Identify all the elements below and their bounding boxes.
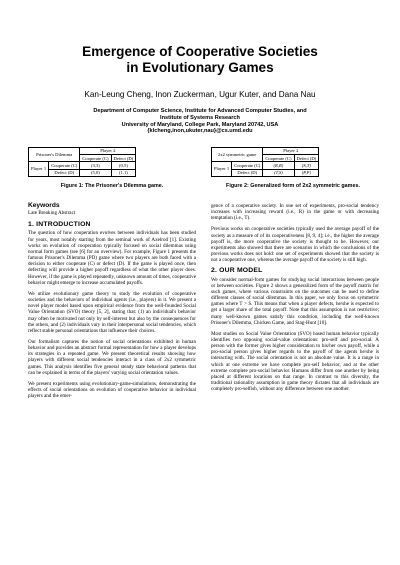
table1-game-name: Prisoner's Dilemma [29,148,80,162]
section-2-heading: 2. OUR MODEL [211,267,263,275]
intro-paragraph-4: We present experiments using evolutionary-game-simulations, demonstrating the effects of social orientations on evolution of cooperative behavior in individual players and the emer- [28,380,196,400]
table2-cell-dd: (P,P) [294,169,319,176]
prisoners-dilemma-table [28,147,136,177]
author-emails: {klcheng,inon,ukuter,nau}@cs.umd.edu [147,128,253,135]
table1-col-coop: Cooperate (C) [80,155,111,162]
table1-cell-cd: (0,5) [111,162,136,169]
table2-col-coop: Cooperate (C) [263,155,294,162]
symmetric-game-table [211,147,319,177]
affiliation-line-1: Department of Computer Science, Institute for Advanced Computer Studies, and [93,108,307,114]
table2-game-name: 2x2 symmetric game [212,148,263,162]
model-paragraph-2: Most studies on Social Value Orientation (SVO) based human behavior typically identifies two opposing social-value orientations: pro-self and pro-social. A person with the former gives higher consideration to his/her own payoff, while a pro-social person gives higher regards to the payoff of the agents he/she is interacting with. The social orientation is not an absolute value. It is a range in which at one extreme we have complete pro-self behavior, and at the other extreme complete pro-social behavior. Humans differ from one another by being placed at different locations on that range. In contrast to this diversity, the traditional rationality assumption in game theory dictates that all individuals are completely pro-selfish, without any difference between one another. [211,330,379,393]
table1-row-defect: Defect (D) [49,169,80,176]
table1-col-defect: Defect (D) [111,155,136,162]
table2-cell-dc: (T,S) [263,169,294,176]
table1-player1: Player 1 [29,162,49,176]
section-1-heading: 1. INTRODUCTION [28,221,91,229]
authors: Kan-Leung Cheng, Inon Zuckerman, Ugur Kuter, and Dana Nau [84,90,316,99]
intro-paragraph-2: We utilize evolutionary game theory to study the evolution of cooperative societies and the behaviors of individual agents (i.e., players) in it. We present a novel player model based upon empirical evidence from the well-founded Social Value Orientation (SVO) theory [5, 2], stating that: (1) an individual's behavior may often be motivated not only by self-interest but also by the consequences for the others, and (2) individuals vary in their interpersonal social tendencies, which reflect stable personal orientations that influence their choices. [28,290,196,334]
title-line-2: in Evolutionary Games [126,60,274,75]
affiliation-line-2: Institute of Systems Research [160,114,240,121]
figure-2-caption: Figure 2: Generalized form of 2x2 symmetric games. [226,183,360,189]
table2-col-defect: Defect (D) [294,155,319,162]
intro-paragraph-3: Our formalism captures the notion of social orientations exhibited in human behavior and provides an abstract formal representation for how a player develops its strategies in a repeated game. We present theoretical results showing how players with different social tendencies interact in a class of 2x2 symmetric games. This analysis identifies five general steady state behavioral patterns that can be explained in terms of the players' varying social orientation values. [28,338,196,376]
figure-1-caption: Figure 1: The Prisoner's Dilemma game. [60,183,164,189]
table2-row-coop: Cooperate (C) [232,162,263,169]
keywords-text: Late Breaking Abstract [28,210,76,217]
table1-row-coop: Cooperate (C) [49,162,80,169]
affiliation-line-3: University of Maryland, College Park, Maryland 20742, USA [121,121,279,128]
table2-cell-cd: (S,T) [294,162,319,169]
model-paragraph-1: We consider normal-form games for studying social interactions between people or between societies. Figure 2 shows a generalized form of the payoff matrix for such games, where various constraints on the outcomes can be used to define different classes of social dilemmas. In this paper, we only focus on symmetric games where T > S. This means that when a player defects, he/she is expected to get a larger share of the total payoff. Note that this assumption is not restrictive; many well-known games satisfy this condition, including the well-known Prisoner's Dilemma, Chicken Game, and Stag-Hunt [10]. [211,276,379,326]
table1-cell-dc: (5,0) [80,169,111,176]
table2-row-defect: Defect (D) [232,169,263,176]
table1-cell-cc: (3,3) [80,162,111,169]
paper-title [0,44,400,76]
intro-paragraph-1: The question of how cooperation evolves between individuals has been studied for years, most notably starting from the seminal work of Axelrod [1]. Existing works on evolution of cooperation typically focused on social dilemmas using normal form games (see [6] for an overview). For example, Figure 1 presents the famous Prisoner's Dilemma (PD) game where two players are both faced with a decision to either cooperate (C) or defect (D). If the game is played once, then defecting will provide a higher payoff regardless of what the other player does. However, if the game is played repeatedly, unknown amount of times, cooperative behavior might emerge to increase accumulated payoffs. [28,230,196,286]
table1-cell-dd: (1,1) [111,169,136,176]
keywords-heading: Keywords [28,202,60,209]
left-column [28,203,196,404]
table2-cell-cc: (R,R) [263,162,294,169]
intro-paragraph-5: gence of a cooperative society. In one set of experiments, pro-social tendency increases with increasing reward (i.e., R) in the game or with decreasing temptation (i.e., T). [211,203,379,222]
intro-paragraph-6: Previous works on cooperative societies typically used the average payoff of the society as a measure of of its cooperativeness [8, 9, 4]; i.e., the higher the average payoff is, the more cooperative the society is thought to be. However, our experiments also showed that there are scenarios in which the conclusions of the previous works does not hold: one set of experiments showed that the society is not a cooperative one, whereas the average payoff of the society is still high. [211,226,379,264]
table2-player1: Player 1 [212,162,232,176]
table1-player2: Player 2 [80,148,136,155]
table2-player2: Player 2 [263,148,319,155]
title-line-1: Emergence of Cooperative Societies [82,44,318,59]
affiliation [0,108,400,135]
right-column [211,203,379,397]
